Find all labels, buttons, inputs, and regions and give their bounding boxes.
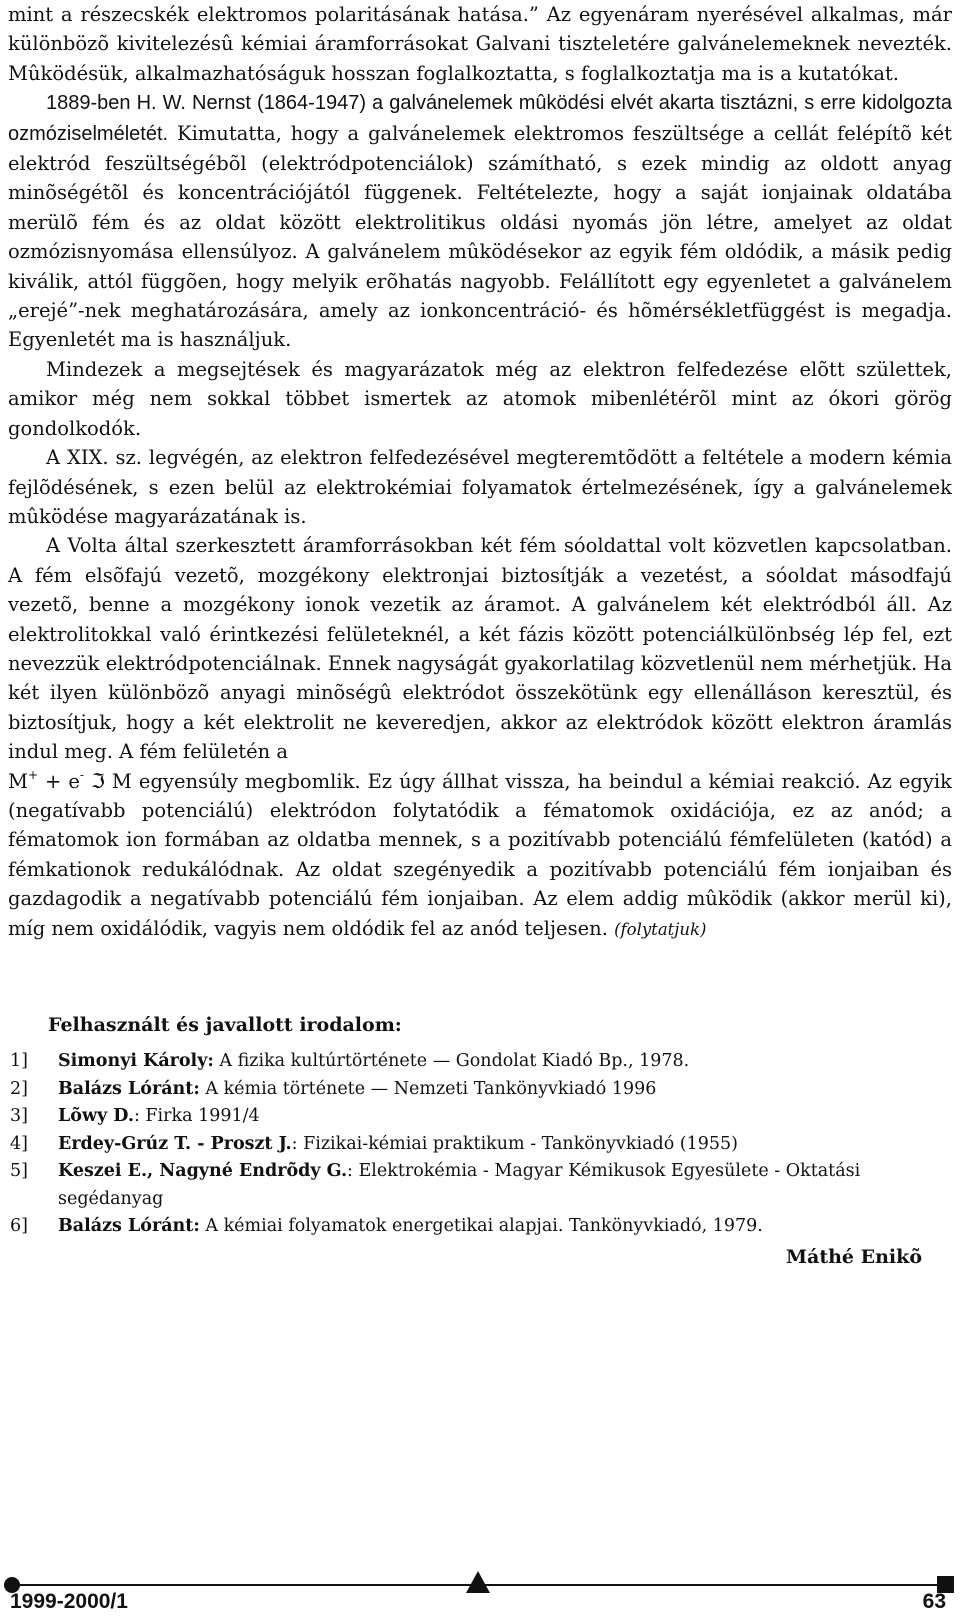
- reference-author: Keszei E., Nagyné Endrõdy G.: [58, 1161, 348, 1181]
- reference-item: [0, 1131, 950, 1159]
- references-list: [0, 1048, 950, 1241]
- reference-number: 6]: [10, 1216, 28, 1236]
- paragraph-4: A XIX. sz. legvégén, az elektron felfedezésével megteremtõdött a feltétele a modern kémia fejlõdésének, s ezen belül az elektrokémiai folyamatok értelmezésének, így a galvánelemek mûködése magyarázatának is.: [8, 446, 952, 528]
- reference-item: [0, 1213, 950, 1241]
- reference-item: [0, 1158, 950, 1213]
- paragraph-2: [8, 88, 952, 355]
- reference-author: Balázs Lóránt:: [58, 1078, 200, 1099]
- equation-plus-sign: +: [27, 767, 39, 782]
- reference-body: [58, 1158, 950, 1213]
- reference-text: : Elektrokémia - Magyar Kémikusok Egyesülete - Oktatási segédanyag: [58, 1161, 861, 1209]
- equilibrium-arrow-icon: ℑ: [90, 768, 105, 793]
- continued-note: (folytatjuk): [614, 919, 707, 939]
- reference-text: A kémiai folyamatok energetikai alapjai. Tankönyvkiadó, 1979.: [199, 1216, 763, 1236]
- reference-number: 1]: [10, 1051, 28, 1071]
- reference-text: : Firka 1991/4: [133, 1106, 260, 1126]
- reference-author: Erdey-Grúz T. - Proszt J.: [58, 1133, 292, 1154]
- reference-body: [58, 1048, 950, 1076]
- reference-body: [58, 1103, 950, 1131]
- footer-triangle-icon: [466, 1571, 490, 1593]
- reference-number: 4]: [10, 1133, 28, 1154]
- references-title: Felhasznált és javallott irodalom:: [48, 1014, 402, 1036]
- reference-text: : Fizikai-kémiai praktikum - Tankönyvkiadó (1955): [291, 1133, 739, 1154]
- paragraph-5-part-b: egyensúly megbomlik. Ez úgy állhat vissza, ha beindul a kémiai reakció. Az egyik (negatívabb potenciálú) elektródon folytatódik a fématomok oxidációja, ez az anód; a fématomok ion formában az oldatba mennek, s a pozitívabb potenciálú fémfelületen (katód) a fémkationok redukálódnak. Az oldat szegényedik a pozitívabb potenciálú fém ionjaiban és gazdagodik a negatívabb potenciálú fém ionjaiban. Az elem addig mûködik (akkor merül ki), míg nem oxidálódik, vagyis nem oldódik fel az anód teljesen.: [8, 769, 952, 940]
- reference-author: Simonyi Károly:: [58, 1051, 214, 1071]
- reference-number: 3]: [10, 1106, 28, 1126]
- paragraph-2-body: Kimutatta, hogy a galvánelemek elektromos feszültsége a cellát felépítõ két elektród feszültségébõl (elektródpotenciálok) számítható, s ezek mindig az oldott anyag minõségétõl és koncentrációjától függenek. Feltételezte, hogy a saját ionjainak oldatába merülõ fém és az oldat között elektrolitikus oldási nyomás jön létre, amelyet az oldat ozmózisnyomása ellensúlyoz. A galvánelem mûködésekor az egyik fém oldódik, a másik pedig kiválik, attól függõen, hogy melyik erõhatás nagyobb. Felállított egy egyenletet a galvánelem „erejé”-nek meghatározására, amely az ionkoncentráció- és hõmérsékletfüggést is megadja. Egyenletét ma is használjuk.: [8, 121, 952, 352]
- paragraph-5-part-a: A Volta által szerkesztett áramforrásokban két fém sóoldattal volt közvetlen kapcsolatban. A fém elsõfajú vezetõ, mozgékony elektronjai biztosítják a vezetést, a sóoldat másodfajú vezetõ, benne a mozgékony ionok vezetik az áramot. A galvánelem két elektródból áll. Az elektrolitokkal való érintkezési felületeknél, a két fázis között potenciálkülönbség lép fel, ezt nevezzük elektródpotenciálnak. Ennek nagyságát gyakorlatilag közvetlenül nem mérhetjük. Ha két ilyen különbözõ anyagi minõségû elektródot összekötünk egy ellenálláson keresztül, és biztosítjuk, hogy a két elektrolit ne keveredjen, akkor az elektródok között elektron áramlás indul meg. A fém felületén a: [8, 534, 952, 764]
- reference-number: 2]: [10, 1078, 28, 1099]
- reference-text: A kémia története — Nemzeti Tankönyvkiadó 1996: [199, 1078, 657, 1099]
- footer-page-number: 63: [922, 1590, 946, 1613]
- equation-metal: M: [8, 769, 28, 793]
- article-body: [8, 0, 952, 944]
- equation-metal-result: M: [104, 769, 132, 793]
- equation-electron: + e: [38, 769, 80, 793]
- reference-body: [58, 1076, 950, 1104]
- reference-text: A fizika kultúrtörténete — Gondolat Kiadó Bp., 1978.: [213, 1051, 690, 1071]
- reference-item: [0, 1103, 950, 1131]
- equation-minus-sign: -: [79, 767, 84, 782]
- paragraph-3: Mindezek a megsejtések és magyarázatok még az elektron felfedezése elõtt születtek, amikor még nem sokkal többet ismertek az atomok mibenlétérõl mint az ókori görög gondolkodók.: [8, 357, 952, 440]
- reference-author: Balázs Lóránt:: [58, 1216, 200, 1236]
- reference-number: 5]: [10, 1161, 28, 1181]
- paragraph-5: [8, 531, 952, 944]
- reference-author: Lõwy D.: [58, 1106, 134, 1126]
- reference-body: [58, 1131, 950, 1159]
- author-signature: Máthé Enikõ: [786, 1246, 922, 1268]
- footer-issue-number: 1999-2000/1: [10, 1590, 128, 1613]
- reference-item: [0, 1076, 950, 1104]
- paragraph-2-intro: 1889-ben H. W. Nernst (1864-1947) a galvánelemek mûködési elvét akarta tisztázni, s erre kidolgozta ozmóziselméletét.: [8, 92, 952, 145]
- paragraph-1: mint a részecskék elektromos polaritásának hatása.” Az egyenáram nyerésével alkalmas, már különbözõ kivitelezésû kémiai áramforrásokat Galvani tiszteletére galvánelemeknek nevezték. Mûködésük, alkalmazhatóságuk hosszan foglalkoztatta, s foglalkoztatja ma is a kutatókat.: [8, 3, 952, 85]
- reference-item: [0, 1048, 950, 1076]
- reference-body: [58, 1213, 950, 1241]
